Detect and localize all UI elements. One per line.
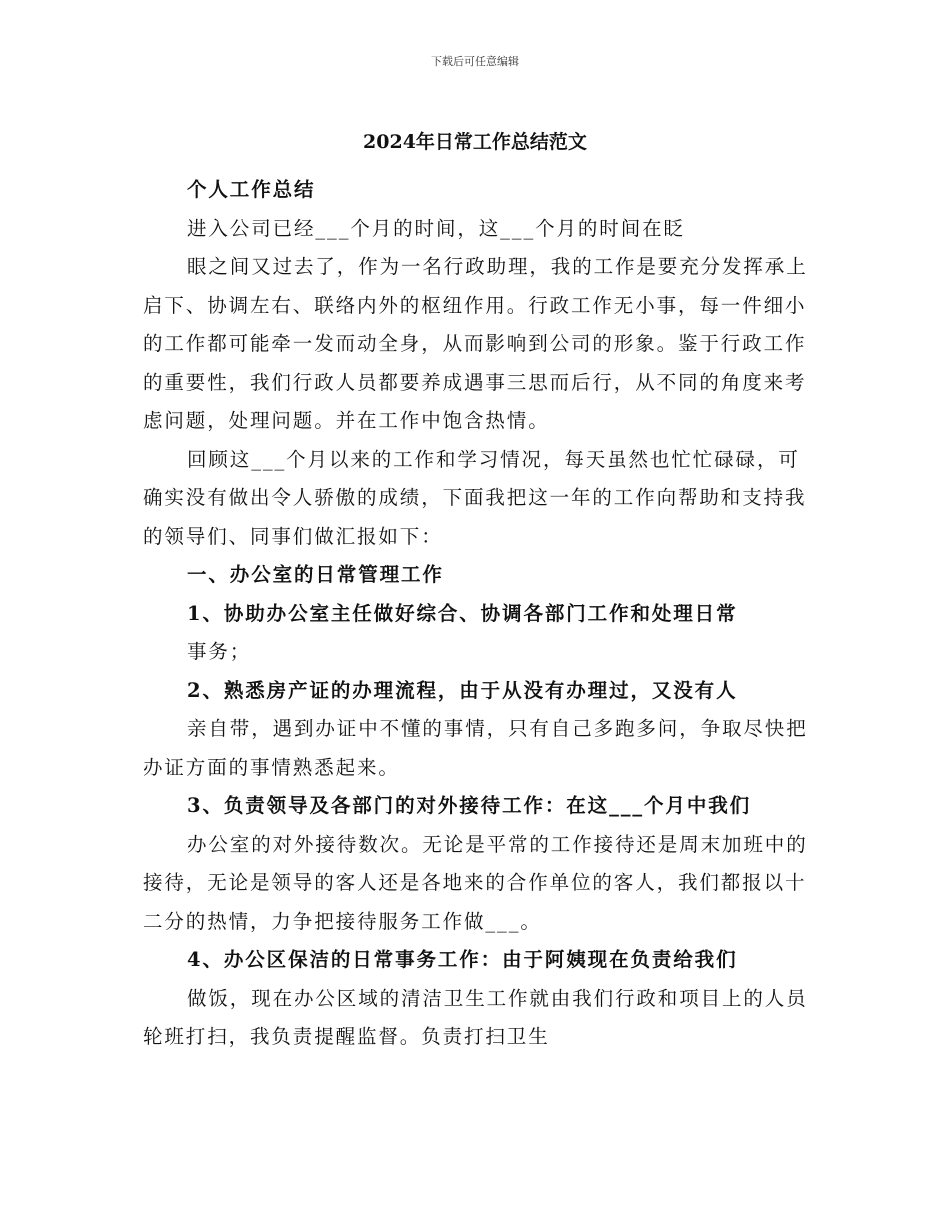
paragraph: 眼之间又过去了，作为一名行政助理，我的工作是要充分发挥承上启下、协调左右、联络内外的枢纽作用。行政工作无小事，每一件细小的工作都可能牵一发而动全身，从而影响到公司的形象。鉴于行政工作的重要性，我们行政人员都要养成遇事三思而后行，从不同的角度来考虑问题，处理问题。并在工作中饱含热情。	[143, 255, 808, 432]
list-item-heading: 3、负责领导及各部门的对外接待工作：在这___个月中我们	[187, 794, 752, 817]
paragraph: 办公室的对外接待数次。无论是平常的工作接待还是周末加班中的接待，无论是领导的客人还是各地来的合作单位的客人，我们都报以十二分的热情，力争把接待服务工作做___。	[143, 832, 808, 933]
paragraph: 个人工作总结	[187, 178, 316, 201]
list-item-heading: 4、办公区保洁的日常事务工作：由于阿姨现在负责给我们	[187, 948, 738, 971]
paragraph: 进入公司已经___个月的时间，这___个月的时间在眨	[187, 216, 685, 240]
paragraph: 亲自带，遇到办证中不懂的事情，只有自己多跑多问，争取尽快把办证方面的事情熟悉起来。	[143, 717, 808, 779]
paragraph: 做饭，现在办公区域的清洁卫生工作就由我们行政和项目上的人员轮班打扫，我负责提醒监督。负责打扫卫生	[143, 986, 808, 1048]
document-title: 2024年日常工作总结范文	[363, 131, 587, 153]
section-heading: 一、办公室的日常管理工作	[187, 563, 444, 586]
document-body	[143, 171, 813, 1057]
page-header: 下载后可任意编辑	[431, 55, 519, 68]
list-item-heading: 1、协助办公室主任做好综合、协调各部门工作和处理日常	[187, 601, 738, 625]
list-item-heading: 2、熟悉房产证的办理流程，由于从没有办理过，又没有人	[187, 678, 738, 702]
paragraph: 回顾这___个月以来的工作和学习情况，每天虽然也忙忙碌碌，可确实没有做出令人骄傲的成绩，下面我把这一年的工作向帮助和支持我的领导们、同事们做汇报如下：	[143, 447, 807, 548]
paragraph: 事务；	[187, 640, 252, 663]
